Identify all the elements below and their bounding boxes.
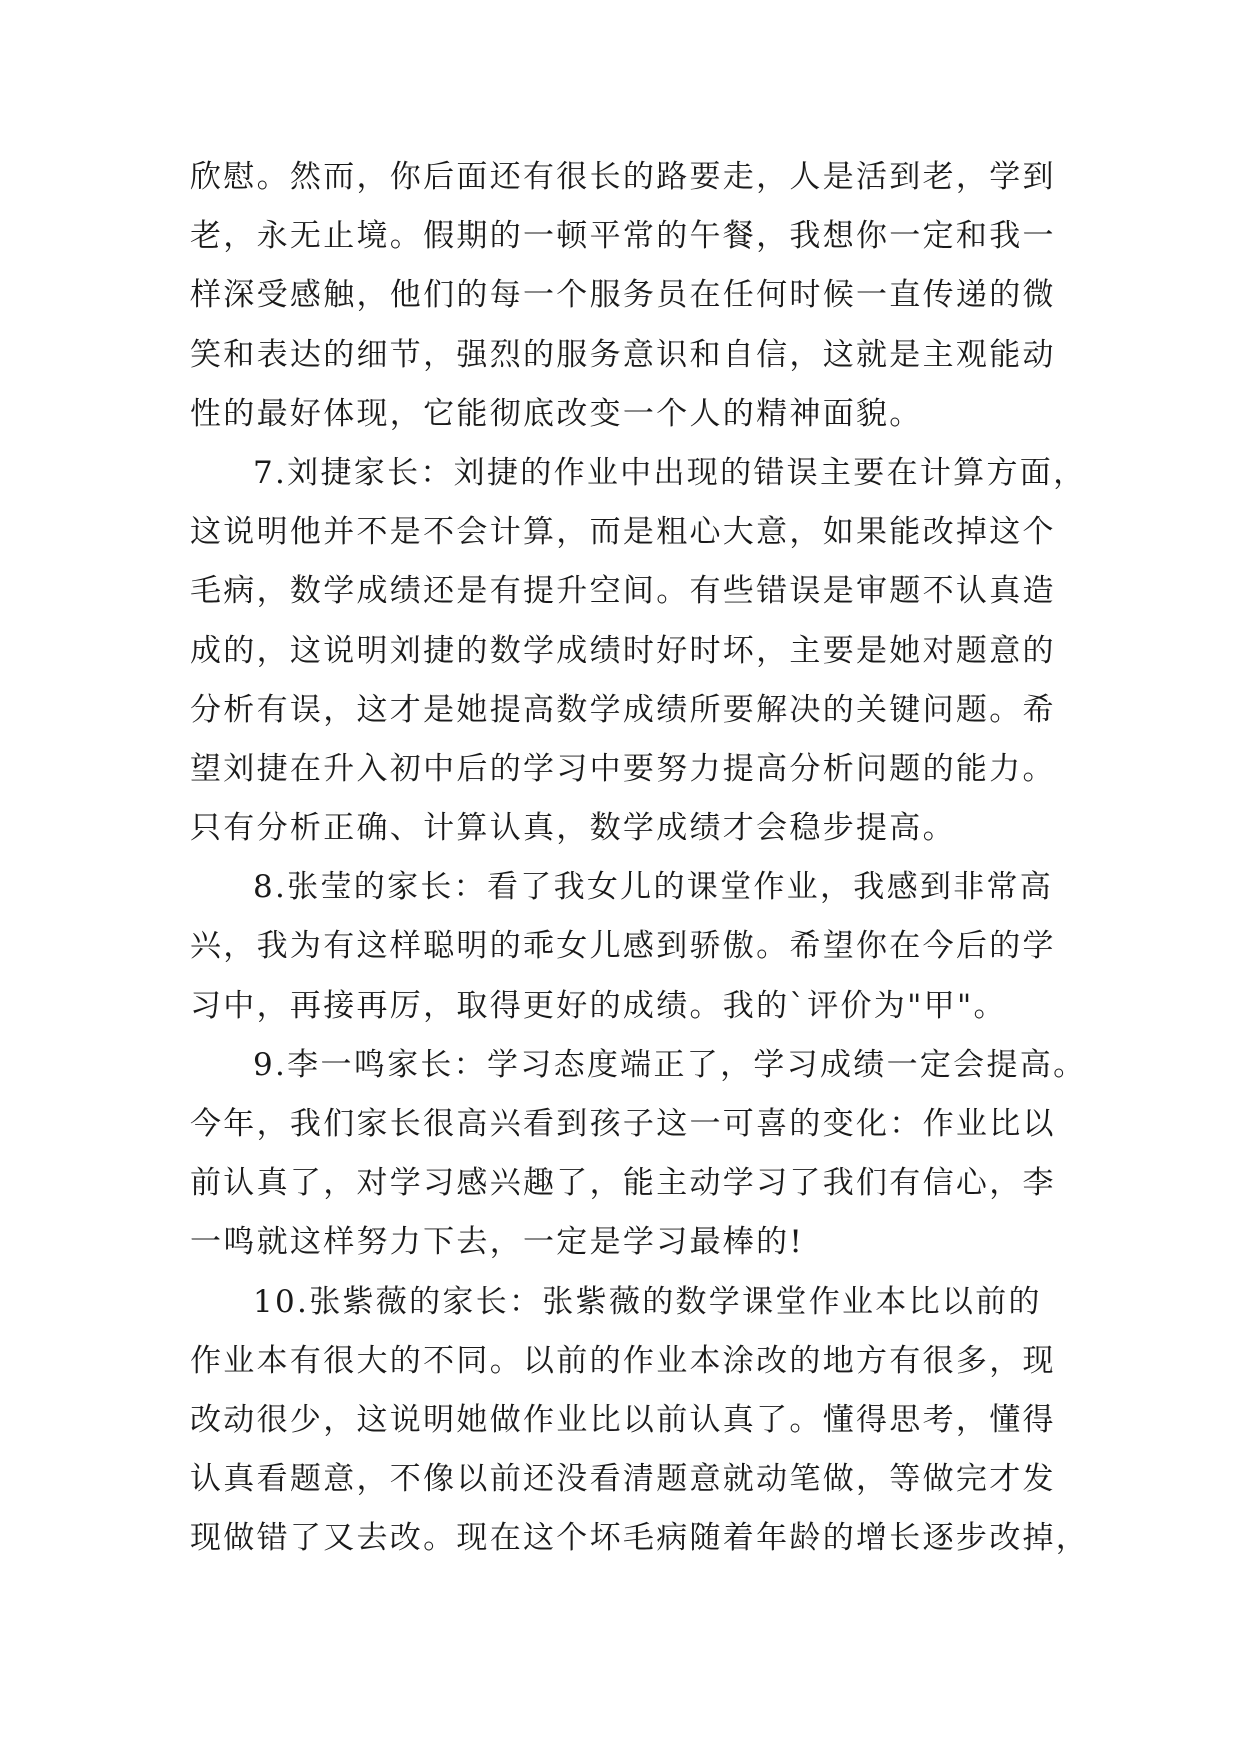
text-line: 作业本有很大的不同。以前的作业本涂改的地方有很多，现 [190, 1342, 1056, 1379]
text-line: 毛病，数学成绩还是有提升空间。有些错误是审题不认真造 [190, 573, 1056, 610]
text-line: 望刘捷在升入初中后的学习中要努力提高分析问题的能力。 [190, 750, 1056, 787]
text-line: 成的，这说明刘捷的数学成绩时好时坏，主要是她对题意的 [190, 632, 1056, 669]
text-line: 今年，我们家长很高兴看到孩子这一可喜的变化：作业比以 [190, 1106, 1056, 1142]
text-line: 认真看题意，不像以前还没看清题意就动笔做，等做完才发 [190, 1461, 1056, 1498]
text-line: 前认真了，对学习感兴趣了，能主动学习了我们有信心，李 [190, 1165, 1056, 1202]
text-line: 兴，我为有这样聪明的乖女儿感到骄傲。希望你在今后的学 [190, 928, 1056, 965]
text-line: 习中，再接再厉，取得更好的成绩。我的`评价为"甲"。 [190, 987, 1007, 1024]
text-line: 改动很少，这说明她做作业比以前认真了。懂得思考，懂得 [190, 1401, 1056, 1438]
text-line: 一鸣就这样努力下去，一定是学习最棒的! [190, 1224, 805, 1261]
text-line: 样深受感触，他们的每一个服务员在任何时候一直传递的微 [190, 277, 1056, 314]
document-body [190, 148, 1090, 1569]
paragraph-first-line: 9.李一鸣家长：学习态度端正了，学习成绩一定会提高。 [253, 1046, 1087, 1083]
text-line: 笑和表达的细节，强烈的服务意识和自信，这就是主观能动 [190, 336, 1056, 373]
text-line: 只有分析正确、计算认真，数学成绩才会稳步提高。 [190, 810, 956, 847]
paragraph-first-line: 7.刘捷家长：刘捷的作业中出现的错误主要在计算方面， [253, 454, 1087, 491]
text-line: 老，永无止境。假期的一顿平常的午餐，我想你一定和我一 [190, 218, 1056, 255]
text-line: 这说明他并不是不会计算，而是粗心大意，如果能改掉这个 [190, 514, 1056, 551]
paragraph-first-line: 8.张莹的家长：看了我女儿的课堂作业，我感到非常高 [253, 869, 1054, 906]
text-line: 现做错了又去改。现在这个坏毛病随着年龄的增长逐步改掉， [190, 1520, 1090, 1557]
text-line: 欣慰。然而，你后面还有很长的路要走，人是活到老，学到 [190, 159, 1056, 195]
text-line: 分析有误，这才是她提高数学成绩所要解决的关键问题。希 [190, 691, 1056, 728]
text-line: 性的最好体现，它能彻底改变一个人的精神面貌。 [190, 395, 923, 432]
paragraph-first-line: 10.张紫薇的家长：张紫薇的数学课堂作业本比以前的 [253, 1283, 1042, 1320]
